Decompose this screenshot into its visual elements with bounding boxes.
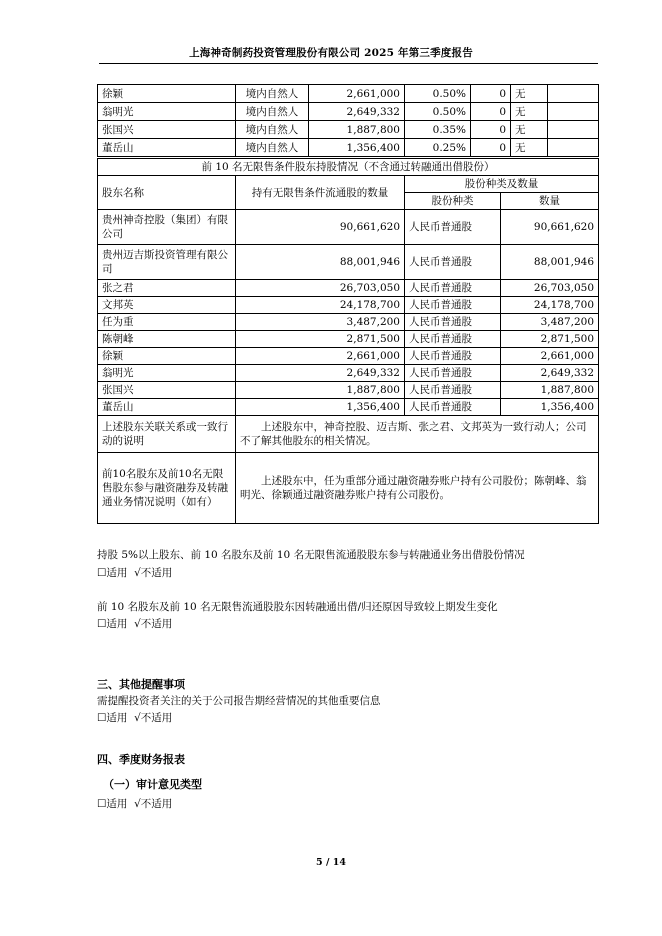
- section4-heading: 四、季度财务报表: [97, 753, 185, 766]
- section4-subheading: （一）审计意见类型: [103, 778, 202, 791]
- col-share-qty-header: 数量: [501, 193, 599, 210]
- shares-held: 1,887,800: [309, 121, 405, 139]
- shareholder-name: 徐颖: [98, 85, 236, 103]
- section3-heading: 三、其他提醒事项: [97, 678, 185, 691]
- section4-applicable-option: ☐适用: [97, 798, 128, 810]
- unrestricted-row: [98, 297, 599, 314]
- share-type: 人民币普通股: [405, 297, 501, 314]
- share-amount: 2,649,332: [501, 365, 599, 382]
- share-amount: 3,487,200: [501, 314, 599, 331]
- unrestricted-qty: 3,487,200: [236, 314, 405, 331]
- share-type: 人民币普通股: [405, 399, 501, 416]
- shareholder-row: [98, 121, 599, 139]
- pledge-quantity: [548, 85, 599, 103]
- shareholder-type: 境内自然人: [236, 139, 309, 157]
- share-type: 人民币普通股: [405, 382, 501, 399]
- shareholder-name: 张国兴: [98, 121, 236, 139]
- pledge-quantity: [548, 139, 599, 157]
- pledge-status: 无: [511, 103, 548, 121]
- lending-title: 持股 5%以上股东、前 10 名股东及前 10 名无限售流通股股东参与转融通业务出借股份情况: [97, 549, 525, 561]
- section3-checkbox-line: [97, 711, 172, 725]
- holding-percent: 0.50%: [405, 103, 471, 121]
- share-type: 人民币普通股: [405, 314, 501, 331]
- unrestricted-row: [98, 314, 599, 331]
- top10-shareholders-table-tail: [97, 84, 599, 157]
- shares-held: 1,356,400: [309, 139, 405, 157]
- holder-name: 陈朝峰: [98, 331, 236, 348]
- holding-percent: 0.35%: [405, 121, 471, 139]
- unrestricted-row: [98, 348, 599, 365]
- restricted-shares: 0: [471, 85, 511, 103]
- share-type: 人民币普通股: [405, 365, 501, 382]
- header-divider: [99, 63, 598, 64]
- holder-name: 贵州迈吉斯投资管理有限公司: [98, 245, 236, 280]
- share-amount: 2,871,500: [501, 331, 599, 348]
- shareholder-name: 董岳山: [98, 139, 236, 157]
- section3-applicable-option: ☐适用: [97, 712, 128, 724]
- shareholder-row: [98, 103, 599, 121]
- pledge-status: 无: [511, 121, 548, 139]
- holder-name: 董岳山: [98, 399, 236, 416]
- share-type: 人民币普通股: [405, 331, 501, 348]
- change-checkbox-line: [97, 617, 172, 631]
- shares-held: 2,661,000: [309, 85, 405, 103]
- pledge-status: 无: [511, 139, 548, 157]
- share-amount: 90,661,620: [501, 210, 599, 245]
- unrestricted-row: [98, 382, 599, 399]
- lending-not-applicable-option: √不适用: [134, 567, 173, 579]
- col-share-type-header: 股份种类: [405, 193, 501, 210]
- unrestricted-row: [98, 365, 599, 382]
- holder-name: 张之君: [98, 280, 236, 297]
- unrestricted-qty: 26,703,050: [236, 280, 405, 297]
- change-not-applicable-option: √不适用: [134, 618, 173, 630]
- section3-text: 需提醒投资者关注的关于公司报告期经营情况的其他重要信息: [97, 695, 381, 707]
- unrestricted-qty: 88,001,946: [236, 245, 405, 280]
- holder-name: 徐颖: [98, 348, 236, 365]
- holding-percent: 0.25%: [405, 139, 471, 157]
- unrestricted-qty: 2,649,332: [236, 365, 405, 382]
- share-type: 人民币普通股: [405, 210, 501, 245]
- section4-not-applicable-option: √不适用: [134, 798, 173, 810]
- unrestricted-row: [98, 331, 599, 348]
- unrestricted-qty: 2,871,500: [236, 331, 405, 348]
- margin-trading-text: 上述股东中，任为重部分通过融资融券账户持有公司股份；陈朝峰、翁明光、徐颖通过融资融券账户持有公司股份。: [236, 453, 599, 524]
- restricted-shares: 0: [471, 103, 511, 121]
- unrestricted-row: [98, 399, 599, 416]
- margin-trading-label: 前10名股东及前10名无限售股东参与融资融券及转融通业务情况说明（如有）: [98, 453, 236, 524]
- pledge-quantity: [548, 121, 599, 139]
- change-title: 前 10 名股东及前 10 名无限售流通股股东因转融通出借/归还原因导致较上期发生变化: [97, 601, 498, 613]
- change-applicable-option: ☐适用: [97, 618, 128, 630]
- holder-name: 翁明光: [98, 365, 236, 382]
- holder-name: 贵州神奇控股（集团）有限公司: [98, 210, 236, 245]
- page-number: 5 / 14: [316, 857, 346, 868]
- shareholder-row: [98, 139, 599, 157]
- pledge-status: 无: [511, 85, 548, 103]
- holder-name: 张国兴: [98, 382, 236, 399]
- unrestricted-row: [98, 210, 599, 245]
- relation-label: 上述股东关联关系或一致行动的说明: [98, 416, 236, 453]
- unrestricted-qty: 1,887,800: [236, 382, 405, 399]
- share-amount: 2,661,000: [501, 348, 599, 365]
- shareholder-type: 境内自然人: [236, 103, 309, 121]
- share-amount: 24,178,700: [501, 297, 599, 314]
- share-amount: 26,703,050: [501, 280, 599, 297]
- restricted-shares: 0: [471, 139, 511, 157]
- unrestricted-row: [98, 245, 599, 280]
- shareholder-type: 境内自然人: [236, 121, 309, 139]
- unrestricted-qty: 24,178,700: [236, 297, 405, 314]
- share-amount: 88,001,946: [501, 245, 599, 280]
- col-holder-header: 股东名称: [98, 176, 236, 210]
- holder-name: 任为重: [98, 314, 236, 331]
- relation-text: 上述股东中，神奇控股、迈吉斯、张之君、文邦英为一致行动人；公司不了解其他股东的相关情况。: [236, 416, 599, 453]
- share-type: 人民币普通股: [405, 245, 501, 280]
- shares-held: 2,649,332: [309, 103, 405, 121]
- lending-checkbox-line: [97, 566, 172, 580]
- share-amount: 1,887,800: [501, 382, 599, 399]
- share-amount: 1,356,400: [501, 399, 599, 416]
- holder-name: 文邦英: [98, 297, 236, 314]
- unrestricted-row: [98, 280, 599, 297]
- section3-not-applicable-option: √不适用: [134, 712, 173, 724]
- shareholder-name: 翁明光: [98, 103, 236, 121]
- share-type: 人民币普通股: [405, 348, 501, 365]
- unrestricted-shareholders-table: [97, 158, 599, 524]
- share-type: 人民币普通股: [405, 280, 501, 297]
- lending-applicable-option: ☐适用: [97, 567, 128, 579]
- section4-checkbox-line: [97, 797, 172, 811]
- holding-percent: 0.50%: [405, 85, 471, 103]
- report-header-title: 上海神奇制药投资管理股份有限公司 2025 年第三季度报告: [189, 47, 473, 59]
- unrestricted-qty: 1,356,400: [236, 399, 405, 416]
- unrestricted-section-title: 前 10 名无限售条件股东持股情况（不含通过转融通出借股份）: [98, 159, 599, 176]
- col-qty-header: 持有无限售条件流通股的数量: [236, 176, 405, 210]
- col-share-group-header: 股份种类及数量: [405, 176, 599, 193]
- pledge-quantity: [548, 103, 599, 121]
- restricted-shares: 0: [471, 121, 511, 139]
- shareholder-type: 境内自然人: [236, 85, 309, 103]
- unrestricted-qty: 90,661,620: [236, 210, 405, 245]
- shareholder-row: [98, 85, 599, 103]
- unrestricted-qty: 2,661,000: [236, 348, 405, 365]
